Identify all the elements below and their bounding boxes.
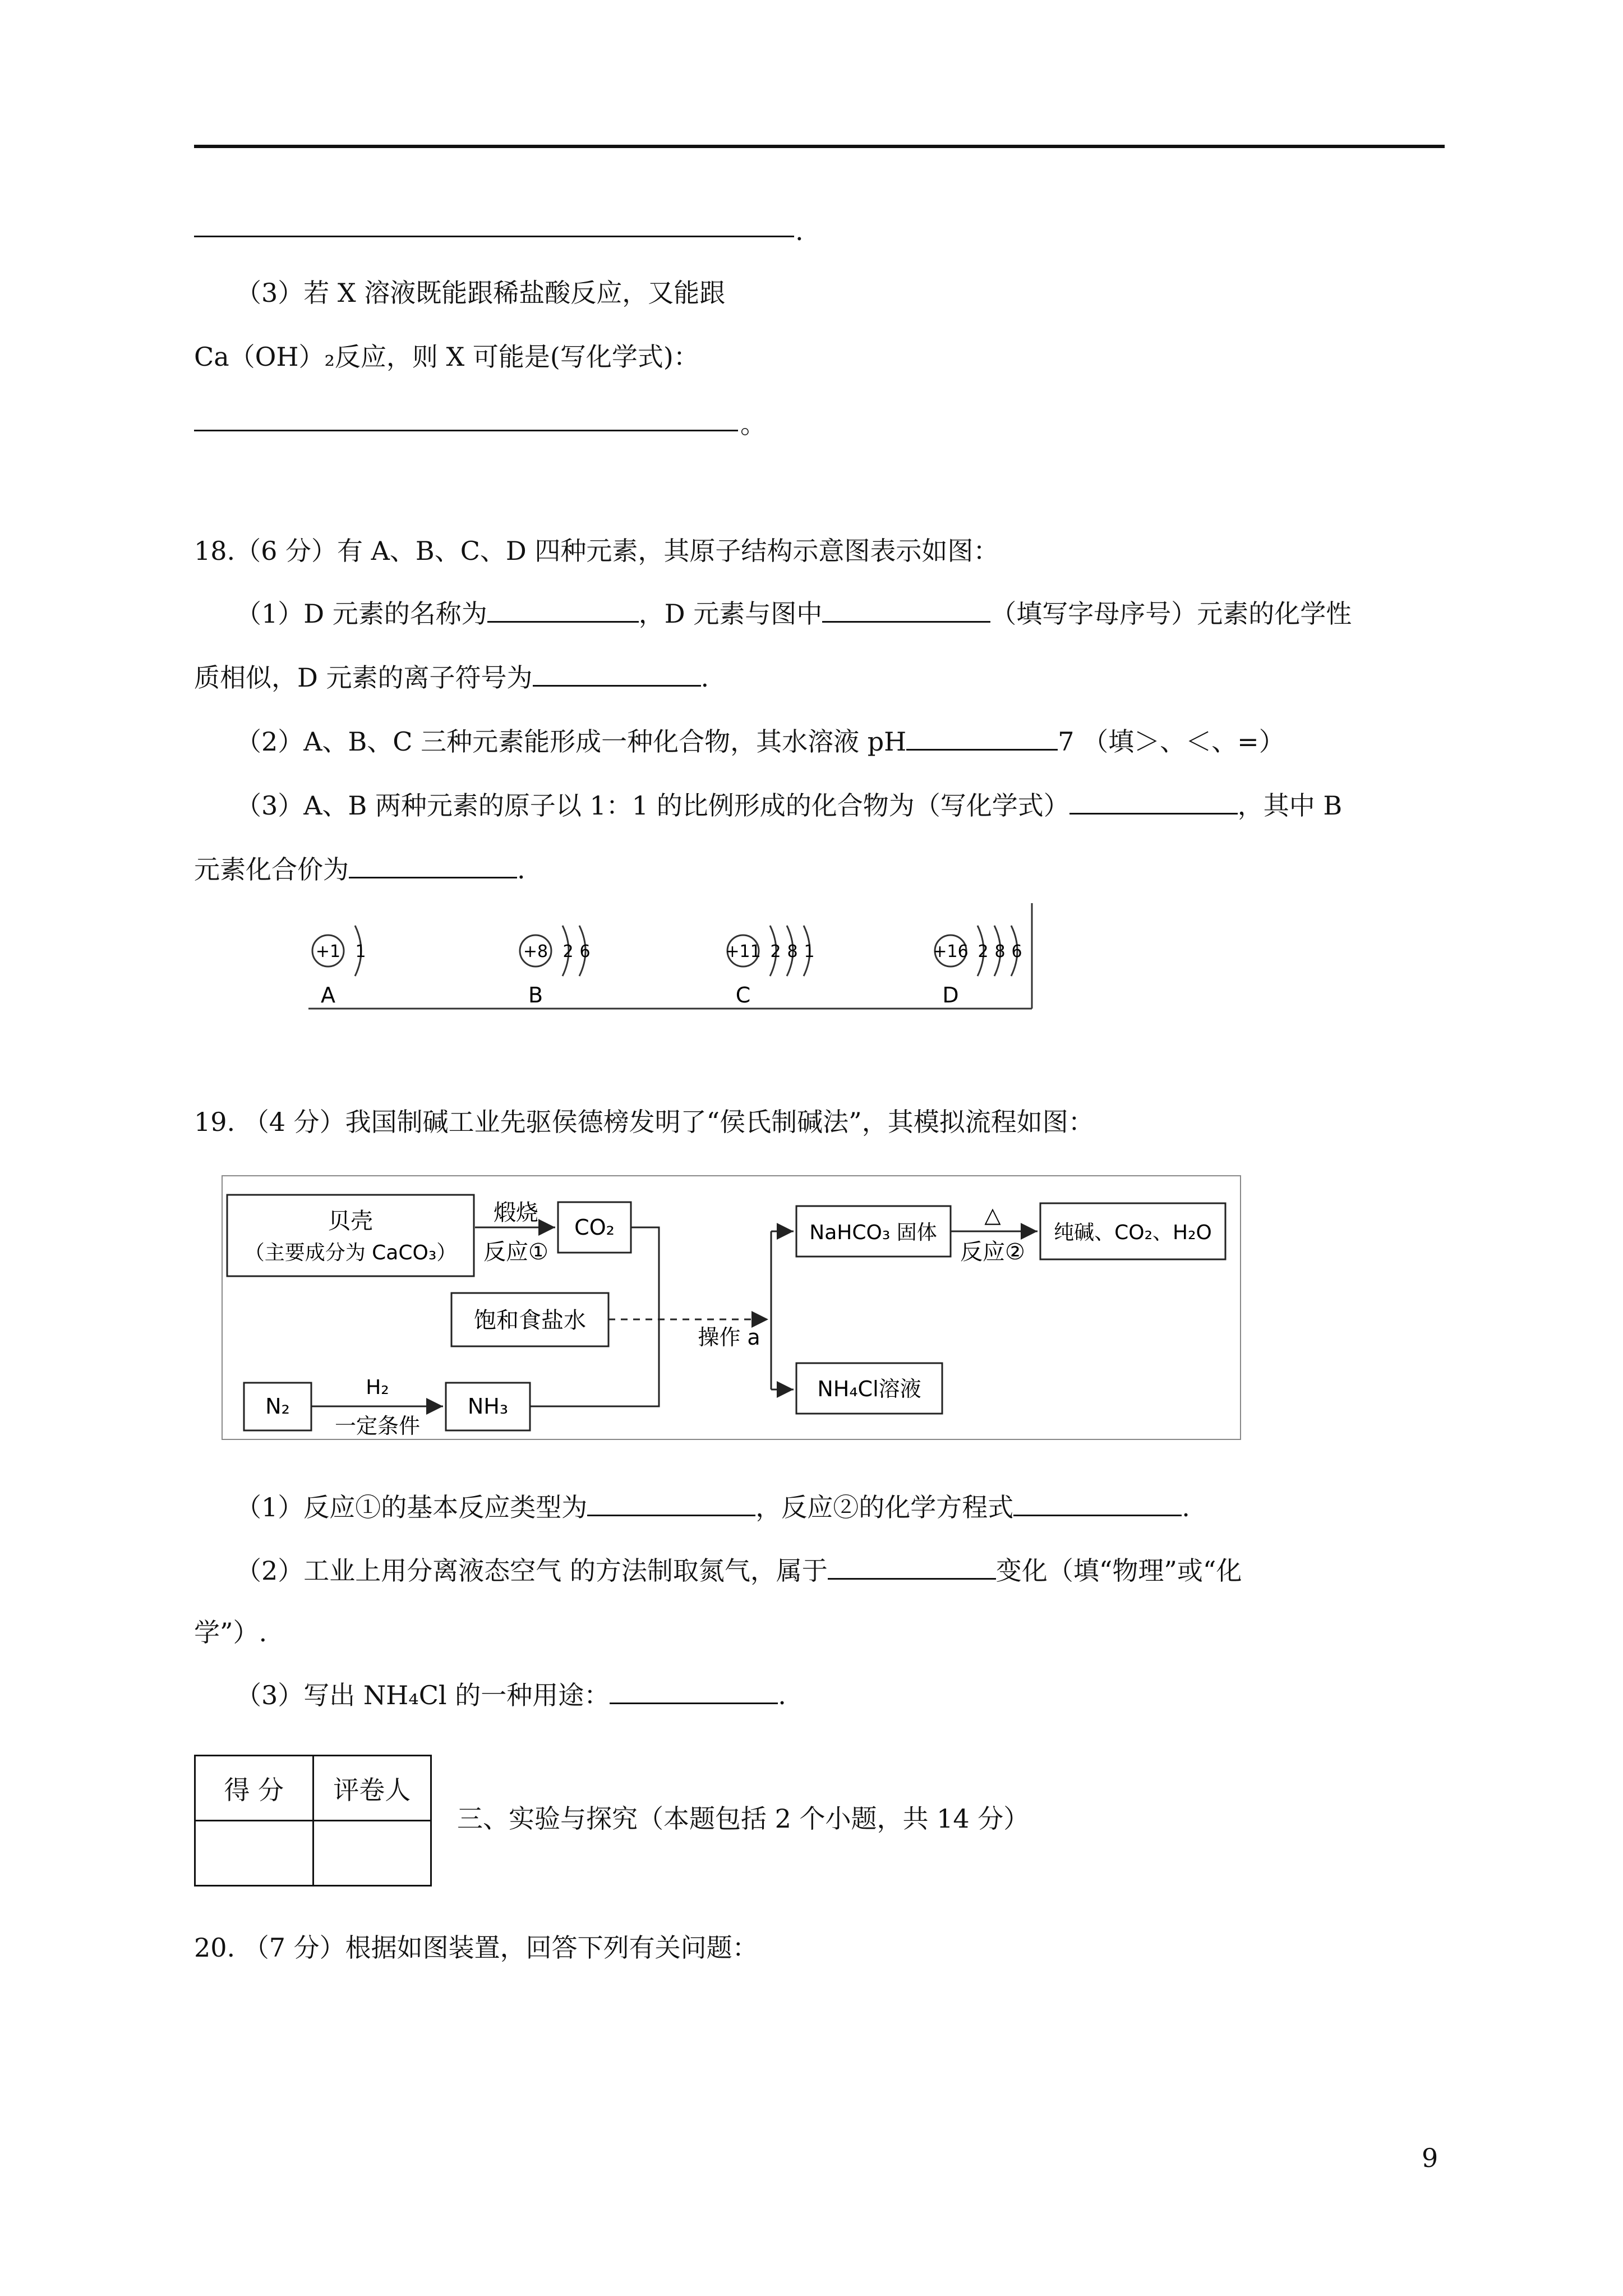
atom-label: B (528, 983, 543, 1007)
nucleus-charge: +8 (523, 942, 548, 961)
answer-blank (1069, 790, 1238, 815)
q18-part1-line1 (236, 596, 1352, 632)
reaction1-label: 反应① (483, 1239, 548, 1265)
electron-count: 8 (994, 942, 1006, 961)
text: （3）写出 NH₄Cl 的一种用途： (236, 1680, 610, 1710)
q17-part3-line2: Ca（OH）₂反应，则 X 可能是(写化学式)： (194, 342, 699, 372)
q18-part3-line2 (194, 852, 525, 887)
text: . (517, 854, 525, 885)
text: （3）A、B 两种元素的原子以 1：1 的比例形成的化合物为（写化学式） (236, 790, 1069, 821)
electron-count: 1 (355, 942, 366, 961)
atom-c (725, 926, 814, 1007)
h2-label: H₂ (366, 1376, 389, 1399)
section-heading: 三、实验与探究（本题包括 2 个小题，共 14 分） (457, 1803, 1030, 1834)
q17-part3-line1: （3）若 X 溶液既能跟稀盐酸反应，又能跟 (236, 278, 726, 308)
grader-header: 评卷人 (313, 1756, 431, 1821)
text: ，其中 B (1237, 790, 1343, 821)
answer-blank (487, 599, 639, 623)
electron-count: 2 (562, 942, 574, 961)
text: 质相似，D 元素的离子符号为 (194, 662, 533, 693)
q18-part1-line2 (194, 660, 709, 696)
atom-b (520, 926, 591, 1007)
text: 7 （填＞、＜、=） (1058, 726, 1285, 757)
text: （2）工业上用分离液态空气 的方法制取氮气，属于 (236, 1556, 828, 1586)
reaction2-label: 反应② (960, 1239, 1025, 1265)
electron-count: 6 (579, 942, 591, 961)
q19-part1 (236, 1489, 1190, 1525)
products-label: 纯碱、CO₂、H₂O (1054, 1221, 1212, 1244)
text: ，反应②的化学方程式 (755, 1492, 1014, 1522)
end-mark: . (795, 216, 804, 246)
heat-symbol: △ (984, 1203, 1001, 1227)
answer-blank (349, 854, 517, 878)
electron-count: 6 (1011, 942, 1022, 961)
nh4cl-label: NH₄Cl溶液 (817, 1377, 921, 1401)
score-cell[interactable] (195, 1821, 313, 1886)
end-mark: 。 (740, 409, 766, 439)
calcine-label: 煅烧 (494, 1200, 538, 1226)
nahco3-label: NaHCO₃ 固体 (809, 1221, 937, 1244)
score-table (194, 1755, 432, 1887)
operation-label: 操作 a (698, 1325, 760, 1350)
text: . (778, 1680, 786, 1710)
q20-header: 20. （7 分）根据如图装置，回答下列有关问题： (194, 1932, 758, 1963)
hou-process-flowchart (222, 1175, 1242, 1444)
text: . (1182, 1492, 1190, 1522)
nucleus-charge: +11 (725, 942, 761, 961)
answer-blank (822, 599, 990, 623)
atom-structure-diagram (303, 898, 1043, 1027)
q19-part3 (236, 1677, 786, 1713)
q18-header: 18.（6 分）有 A、B、C、D 四种元素，其原子结构示意图表示如图： (194, 536, 999, 566)
atom-label: D (942, 983, 959, 1007)
text: 元素化合价为 (194, 854, 349, 885)
condition-label: 一定条件 (334, 1414, 421, 1438)
grader-cell[interactable] (313, 1821, 431, 1886)
co2-label: CO₂ (574, 1215, 615, 1240)
q18-part2 (236, 724, 1285, 760)
electron-count: 1 (804, 942, 815, 961)
electron-count: 2 (978, 942, 989, 961)
text: ，D 元素与图中 (638, 599, 823, 629)
nh3-label: NH₃ (467, 1394, 509, 1419)
electron-count: 2 (770, 942, 781, 961)
answer-blank (194, 430, 738, 431)
answer-blank (906, 726, 1058, 751)
atom-a (312, 926, 366, 1007)
header-rule (194, 145, 1445, 148)
answer-blank (533, 662, 701, 687)
text: （1）D 元素的名称为 (236, 599, 487, 629)
shell-subtitle: （主要成分为 CaCO₃） (244, 1241, 457, 1264)
q18-part3-line1 (236, 788, 1342, 823)
text: （2）A、B、C 三种元素能形成一种化合物，其水溶液 pH (236, 726, 907, 757)
q19-header: 19. （4 分）我国制碱工业先驱侯德榜发明了“侯氏制碱法”，其模拟流程如图： (194, 1107, 1094, 1137)
atom-label: C (735, 983, 751, 1007)
q19-part2-line1 (236, 1553, 1242, 1589)
electron-count: 8 (787, 942, 798, 961)
atom-d (933, 926, 1022, 1007)
atom-label: A (321, 983, 335, 1007)
text: （填写字母序号）元素的化学性 (990, 599, 1352, 629)
answer-blank (587, 1492, 755, 1516)
q19-part2-line2: 学”）. (194, 1617, 268, 1648)
answer-blank (828, 1556, 996, 1580)
brine-label: 饱和食盐水 (474, 1308, 586, 1333)
nucleus-charge: +1 (315, 942, 341, 961)
answer-blank (194, 236, 794, 237)
nucleus-charge: +16 (933, 942, 969, 961)
page-number: 9 (1422, 2143, 1438, 2173)
answer-blank (610, 1680, 778, 1704)
score-header: 得 分 (195, 1756, 313, 1821)
n2-label: N₂ (265, 1394, 290, 1419)
shell-label: 贝壳 (328, 1208, 373, 1234)
text: 变化（填“物理”或“化 (995, 1556, 1242, 1586)
answer-blank (1013, 1492, 1182, 1516)
text: （1）反应①的基本反应类型为 (236, 1492, 588, 1522)
text: . (700, 662, 709, 693)
